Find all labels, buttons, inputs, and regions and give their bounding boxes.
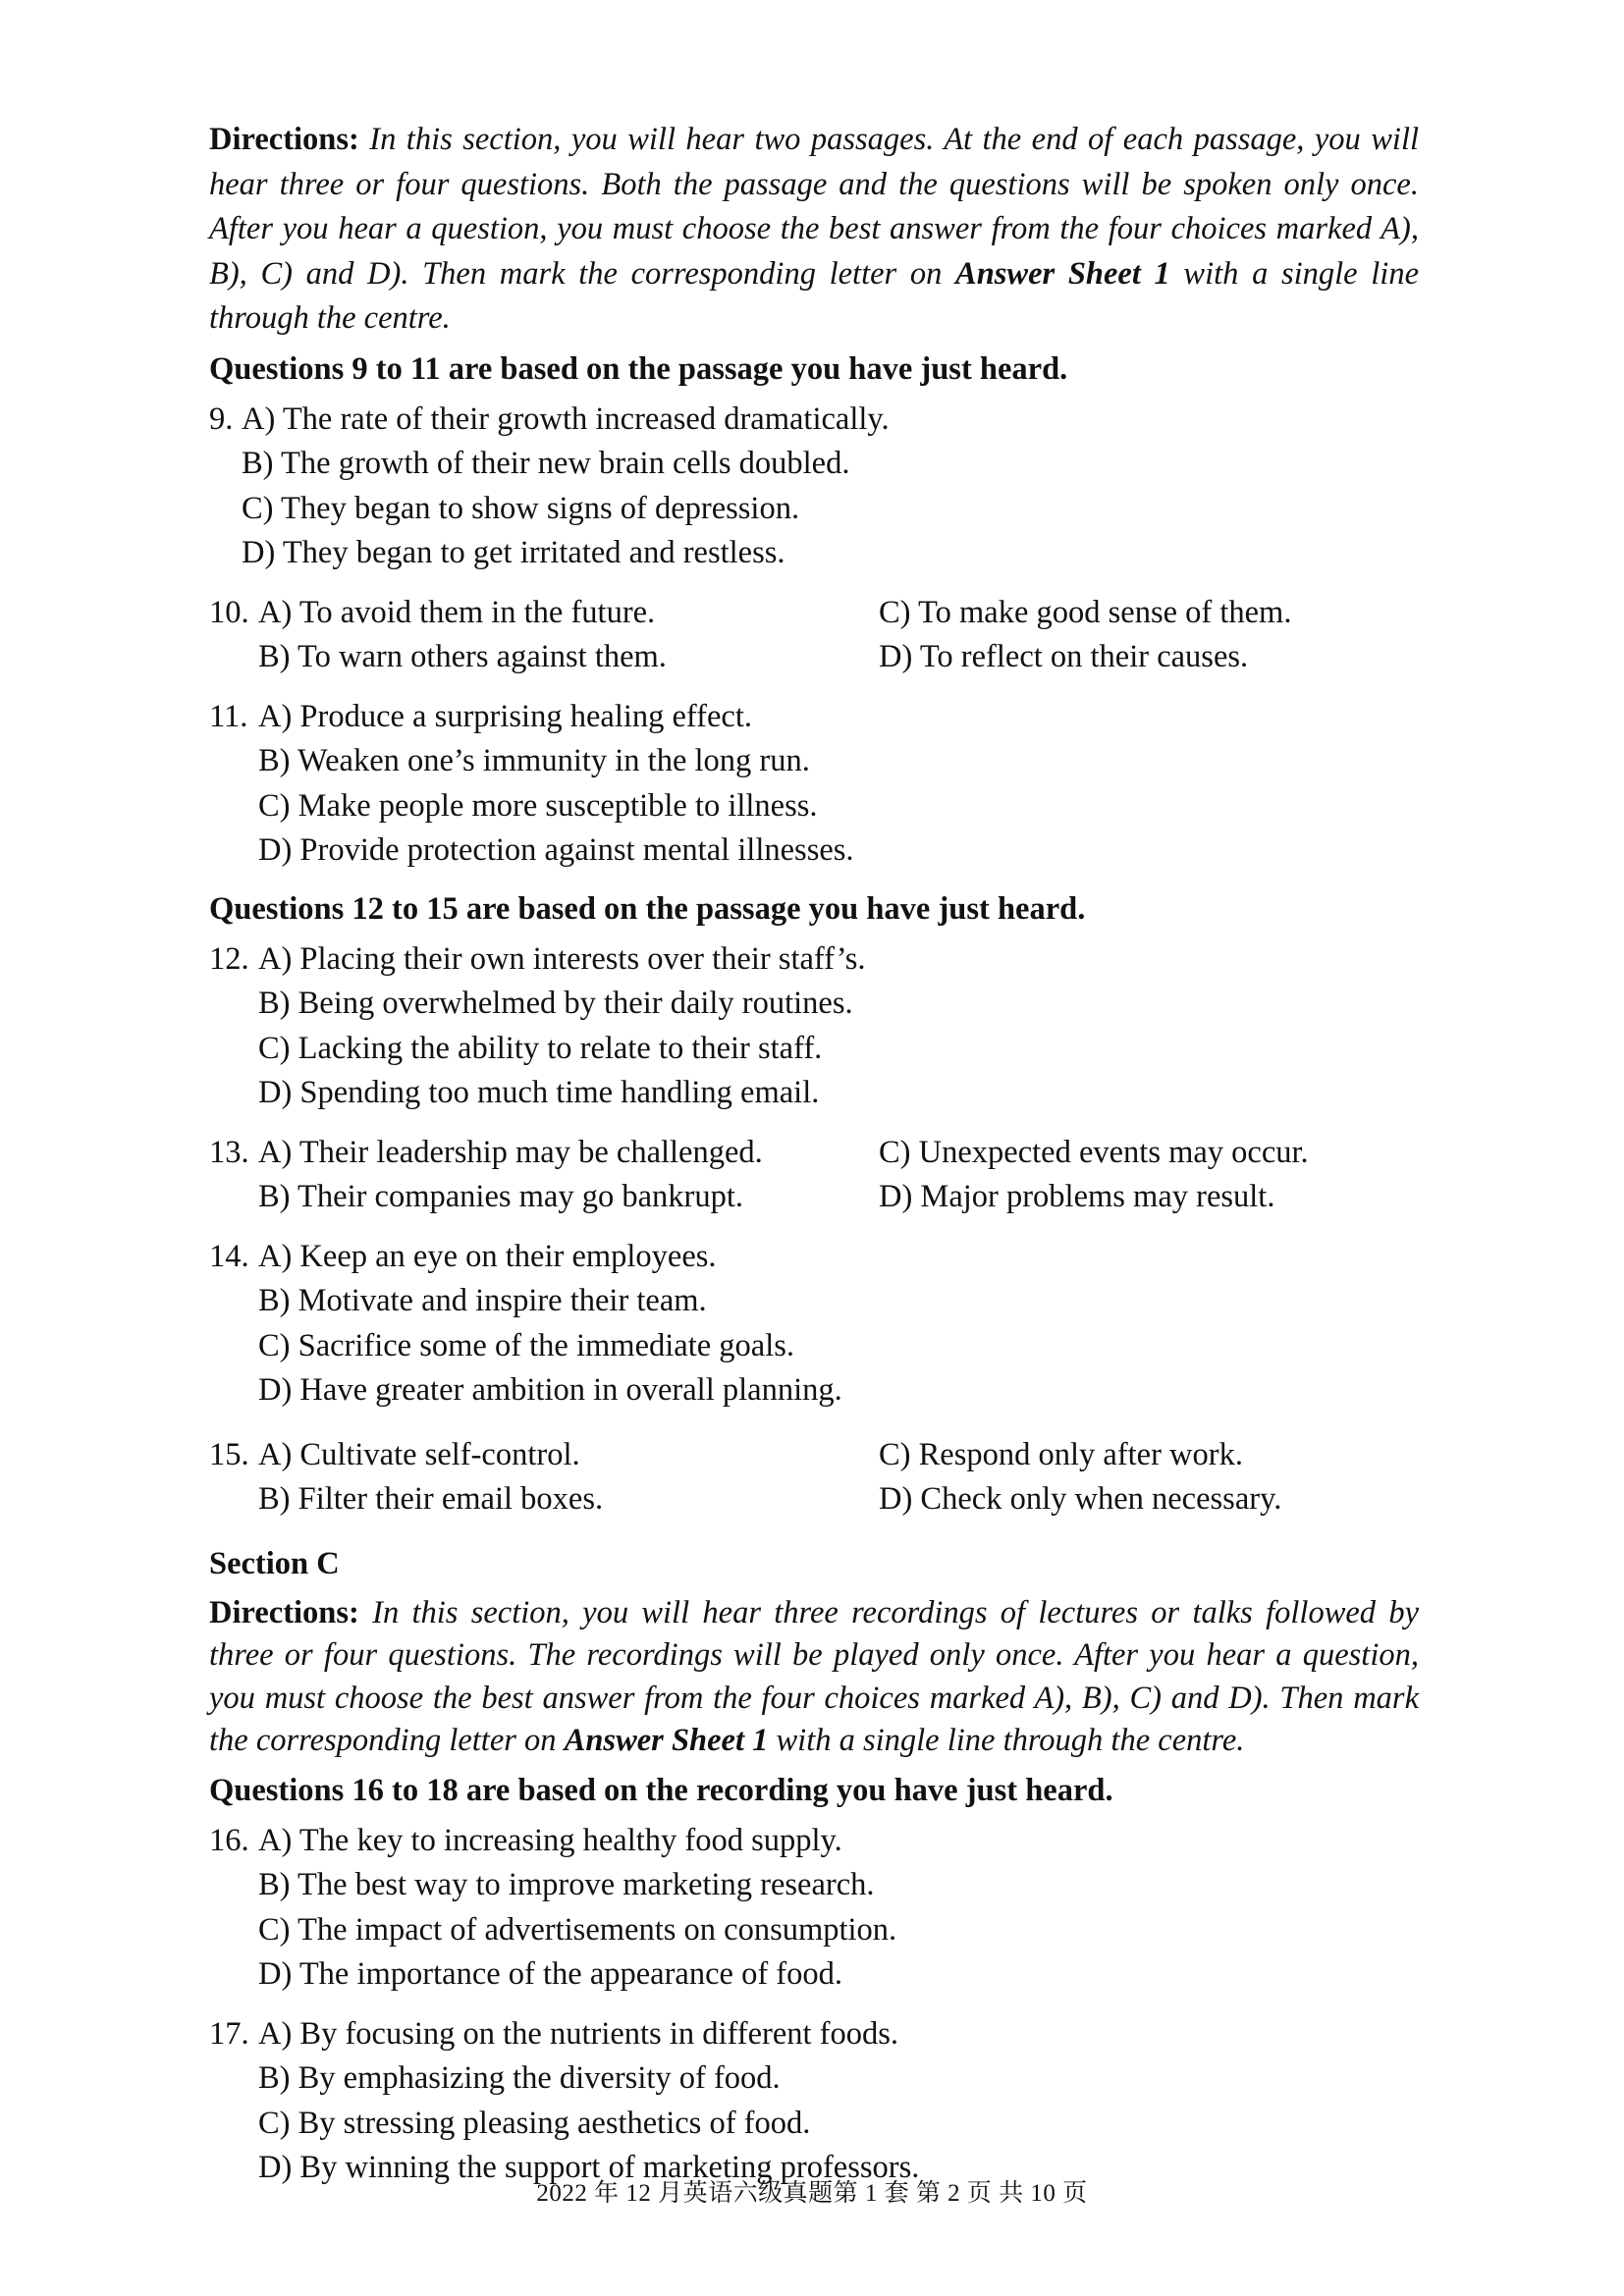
option-c: C) By stressing pleasing aesthetics of food. — [258, 2105, 811, 2141]
option-c: C) Lacking the ability to relate to their staff. — [258, 1030, 823, 1066]
option-d: D) Provide protection against mental illnesses. — [258, 832, 854, 868]
option-a: A) Cultivate self-control. — [258, 1436, 580, 1472]
option-b: B) The growth of their new brain cells doubled. — [242, 446, 850, 481]
answer-sheet-ref: Answer Sheet 1 — [564, 1723, 769, 1758]
directions-label: Directions: — [209, 1594, 359, 1630]
question-14 — [209, 1235, 1419, 1414]
option-b: B) To warn others against them. — [258, 639, 667, 674]
option-a: A) By focusing on the nutrients in different foods. — [258, 2015, 898, 2052]
question-13 — [209, 1131, 1419, 1220]
question-number: 9. — [209, 400, 234, 437]
option-b: B) Filter their email boxes. — [258, 1481, 604, 1517]
directions-section-b — [209, 118, 1419, 342]
question-9 — [209, 398, 1419, 576]
directions-label: Directions: — [209, 122, 359, 157]
option-c: C) Make people more susceptible to illness. — [258, 787, 818, 824]
question-number: 17. — [209, 2015, 249, 2052]
directions-text: In this section, you will hear three recordings of lectures or talks followed by three or four questions. The recordings will be played only once. After you hear a question, you must choose the best answer from the four choices marked A), B), C) and D). Then mark the corresponding letter on — [209, 1594, 1419, 1758]
question-12 — [209, 937, 1419, 1116]
option-c: C) Sacrifice some of the immediate goals. — [258, 1327, 795, 1363]
question-11 — [209, 695, 1419, 874]
directions-text-end: with a single line through the centre. — [768, 1723, 1245, 1758]
question-number: 13. — [209, 1134, 249, 1170]
questions-heading-12-15: Questions 12 to 15 are based on the passage you have just heard. — [209, 890, 1086, 927]
option-c: C) The impact of advertisements on consumption. — [258, 1911, 897, 1948]
page-footer: 2022 年 12 月英语六级真题第 1 套 第 2 页 共 10 页 — [536, 2180, 1088, 2207]
question-number: 16. — [209, 1822, 249, 1858]
option-d: D) Spending too much time handling email. — [258, 1075, 820, 1110]
option-d: D) Check only when necessary. — [879, 1481, 1282, 1517]
option-a: A) Keep an eye on their employees. — [258, 1238, 717, 1274]
option-c: C) They began to show signs of depression. — [242, 490, 800, 526]
option-c: C) To make good sense of them. — [879, 594, 1292, 630]
directions-text: In this section, you will hear two passages. At the end of each passage, you will hear three or four questions. Both the passage and the questions will be spoken only once. After you hear a question, you must choose the best answer from the four choices marked A), B), C) and D). Then mark the corresponding letter on — [209, 122, 1419, 292]
option-b: B) Being overwhelmed by their daily routines. — [258, 986, 853, 1021]
option-a: A) To avoid them in the future. — [258, 594, 656, 630]
option-b: B) Weaken one’s immunity in the long run. — [258, 743, 810, 778]
option-d: D) To reflect on their causes. — [879, 639, 1249, 674]
option-b: B) By emphasizing the diversity of food. — [258, 2060, 781, 2096]
directions-text-end: with a single line through the centre. — [209, 255, 1420, 336]
option-d: D) By winning the support of marketing professors. — [258, 2150, 920, 2185]
option-b: B) The best way to improve marketing research. — [258, 1867, 875, 1902]
option-d: D) They began to get irritated and restless. — [242, 535, 785, 570]
question-16 — [209, 1819, 1419, 1998]
page-content — [209, 118, 1419, 2191]
option-c: C) Respond only after work. — [879, 1436, 1243, 1472]
question-number: 11. — [209, 698, 248, 734]
option-d: D) Major problems may result. — [879, 1179, 1275, 1214]
option-c: C) Unexpected events may occur. — [879, 1134, 1309, 1170]
section-c-title: Section C — [209, 1545, 340, 1581]
question-15 — [209, 1433, 1419, 1522]
option-a: A) Placing their own interests over their staff’s. — [258, 940, 866, 977]
questions-heading-9-11: Questions 9 to 11 are based on the passage you have just heard. — [209, 350, 1068, 387]
directions-section-c — [209, 1592, 1419, 1763]
answer-sheet-ref: Answer Sheet 1 — [955, 255, 1170, 292]
questions-heading-16-18: Questions 16 to 18 are based on the recording you have just heard. — [209, 1772, 1113, 1808]
question-number: 15. — [209, 1436, 249, 1472]
option-a: A) The rate of their growth increased dramatically. — [242, 400, 890, 437]
option-a: A) The key to increasing healthy food supply. — [258, 1822, 842, 1858]
option-b: B) Their companies may go bankrupt. — [258, 1179, 744, 1214]
question-10 — [209, 591, 1419, 680]
question-number: 12. — [209, 940, 249, 977]
option-b: B) Motivate and inspire their team. — [258, 1283, 707, 1318]
question-17 — [209, 2012, 1419, 2191]
option-a: A) Produce a surprising healing effect. — [258, 698, 752, 734]
option-d: D) The importance of the appearance of food. — [258, 1956, 842, 1992]
option-d: D) Have greater ambition in overall planning. — [258, 1372, 842, 1408]
question-number: 10. — [209, 594, 249, 630]
option-a: A) Their leadership may be challenged. — [258, 1134, 763, 1170]
question-number: 14. — [209, 1238, 249, 1274]
